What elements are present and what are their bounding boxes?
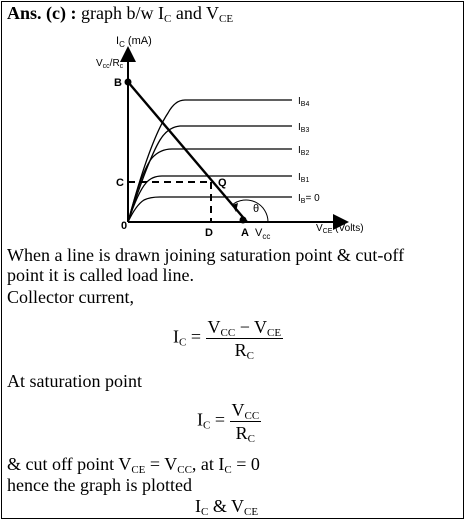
para1-line2: point it is called load line. xyxy=(7,265,194,285)
answer-header: Ans. (c) : graph b/w $I_C$ and $V_{CE}$ xyxy=(7,3,234,25)
saturation-text: At saturation point xyxy=(7,371,142,391)
point-q-label: Q xyxy=(218,177,227,189)
point-d-label: D xyxy=(205,227,213,239)
curve-ib1-label: $I_{B1}$ xyxy=(298,172,310,184)
equation-saturation: $I_C$ = $\frac{V_{CC}}{R_C}$ xyxy=(197,400,260,445)
origin-label: 0 xyxy=(121,220,128,232)
vcc-label: $V_{cc}$ xyxy=(255,227,271,241)
y-axis-label: $I_C$ (mA) xyxy=(116,35,152,49)
equation-fraction: $\frac{V_{CC} - V_{CE}}{R_C}$ xyxy=(207,317,282,362)
para1-line1: When a line is drawn joining saturation point & cut-off xyxy=(7,245,405,265)
curve-ib4 xyxy=(128,100,292,222)
answer-label: Ans. (c) xyxy=(7,3,66,23)
theta-label: θ xyxy=(253,203,260,215)
point-c-label: C xyxy=(116,177,124,189)
transistor-output-characteristics-graph xyxy=(0,24,467,244)
curve-ib2-label: $I_{B2}$ xyxy=(298,145,310,157)
hence-text: hence the graph is plotted xyxy=(7,475,192,495)
x-axis-label: $V_{CE}$ (Volts) xyxy=(316,223,364,235)
saturation-fraction: $\frac{V_{CC}}{R_C}$ xyxy=(231,400,260,445)
point-a-label: A xyxy=(241,227,249,239)
curve-ib3-label: $I_{B3}$ xyxy=(298,122,310,134)
point-b-dot xyxy=(125,79,132,86)
equation-collector-current: $I_C$ = $\frac{V_{CC} - V_{CE}}{R_C}$ xyxy=(173,317,282,362)
collector-current-text: Collector current, xyxy=(7,287,134,307)
load-line xyxy=(128,82,247,222)
point-a-dot xyxy=(240,217,247,224)
final-text: $I_C$ & $V_{CE}$ xyxy=(195,496,259,518)
cutoff-text: & cut off point $V_{CE} = V_{CC}$, at $I_C = 0$ xyxy=(7,454,260,476)
y-intercept-label: $V_{cc}/R_c$ xyxy=(96,58,124,70)
curve-ib4-label: $I_{B4}$ xyxy=(298,96,310,108)
point-b-label: B xyxy=(114,77,122,89)
curve-ib0-label: $I_B= 0$ xyxy=(298,193,320,205)
